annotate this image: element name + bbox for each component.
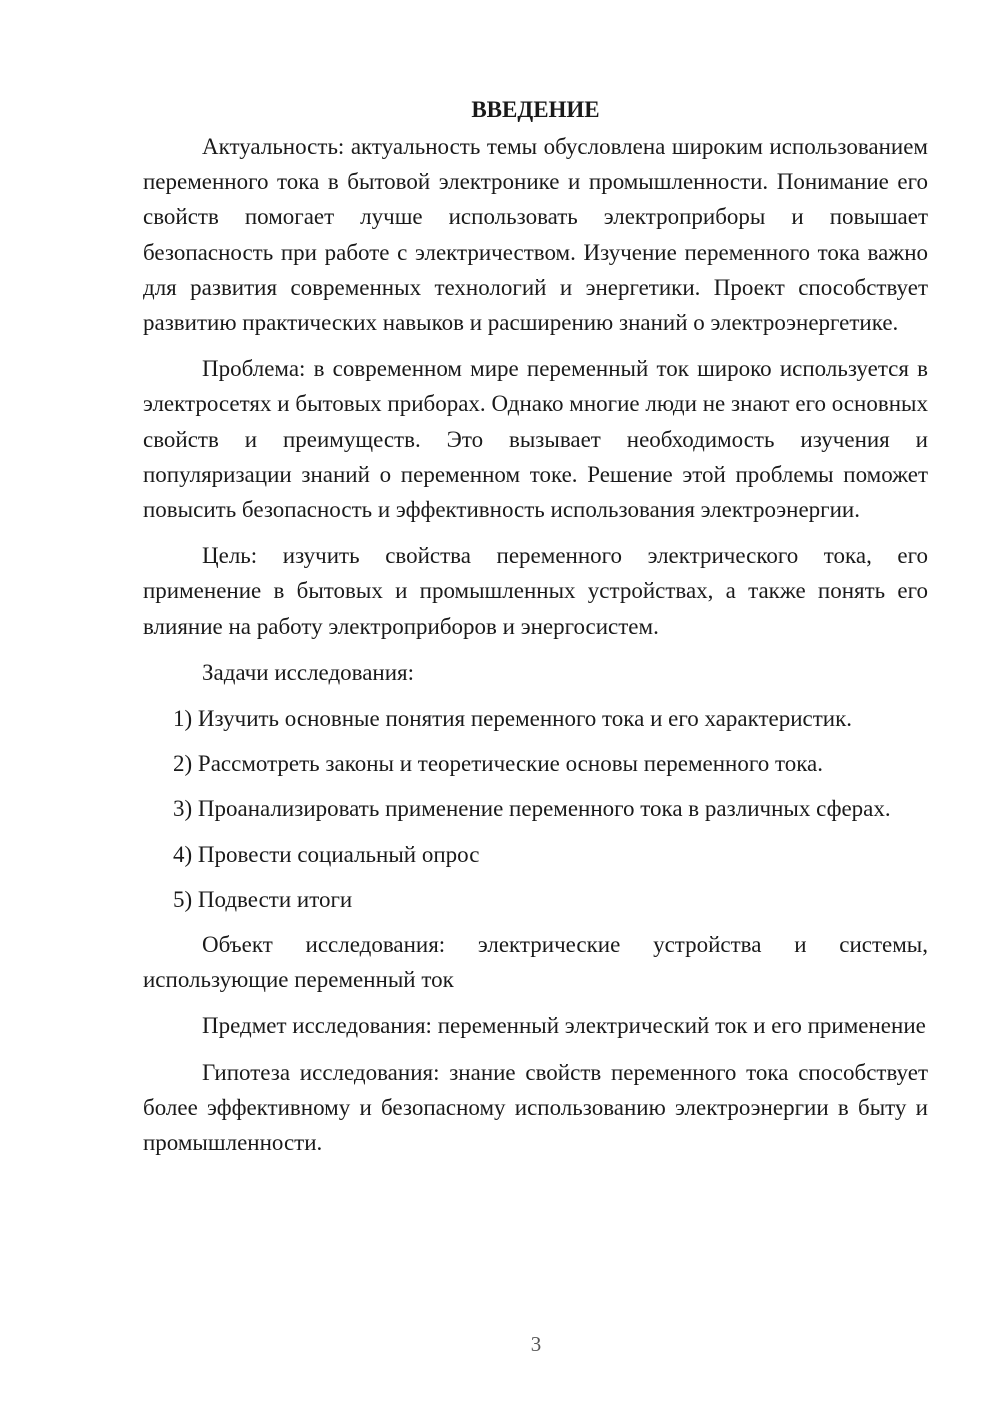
object-paragraph: Объект исследования: электрические устройства и системы, использующие переменный ток (143, 932, 928, 993)
page-number: 3 (530, 1332, 542, 1356)
subject-paragraph: Предмет исследования: переменный электрический ток и его применение (202, 1013, 926, 1039)
relevance-paragraph: Актуальность: актуальность темы обусловлена широким использованием переменного тока в бытовой электронике и промышленности. Понимание его свойств помогает лучше использовать электроприборы и повышает безопасность при работе с электричеством. Изучение переменного тока важно для развития современных технологий и энергетики. Проект способствует развитию практических навыков и расширению знаний о электроэнергетике. (143, 134, 928, 336)
problem-paragraph: Проблема: в современном мире переменный ток широко используется в электросетях и бытовых приборах. Однако многие люди не знают его основных свойств и преимуществ. Это вызывает необходимость изучения и популяризации знаний о переменном токе. Решение этой проблемы поможет повысить безопасность и эффективность использования электроэнергии. (143, 356, 928, 523)
hypothesis-paragraph: Гипотеза исследования: знание свойств переменного тока способствует более эффективному и безопасному использованию электроэнергии в быту и промышленности. (143, 1059, 928, 1156)
task-item: 2) Рассмотреть законы и теоретические основы переменного тока. (173, 751, 824, 777)
task-item: 1) Изучить основные понятия переменного тока и его характеристик. (173, 706, 853, 732)
task-item: 3) Проанализировать применение переменного тока в различных сферах. (173, 796, 891, 822)
task-item: 5) Подвести итоги (173, 886, 353, 912)
task-item: 4) Провести социальный опрос (173, 841, 480, 867)
tasks-heading: Задачи исследования: (202, 659, 415, 685)
page-title: ВВЕДЕНИЕ (471, 97, 600, 122)
goal-paragraph: Цель: изучить свойства переменного электрического тока, его применение в бытовых и промышленных устройствах, а также понять его влияние на работу электроприборов и энергосистем. (143, 543, 928, 639)
document-page (143, 92, 928, 1171)
